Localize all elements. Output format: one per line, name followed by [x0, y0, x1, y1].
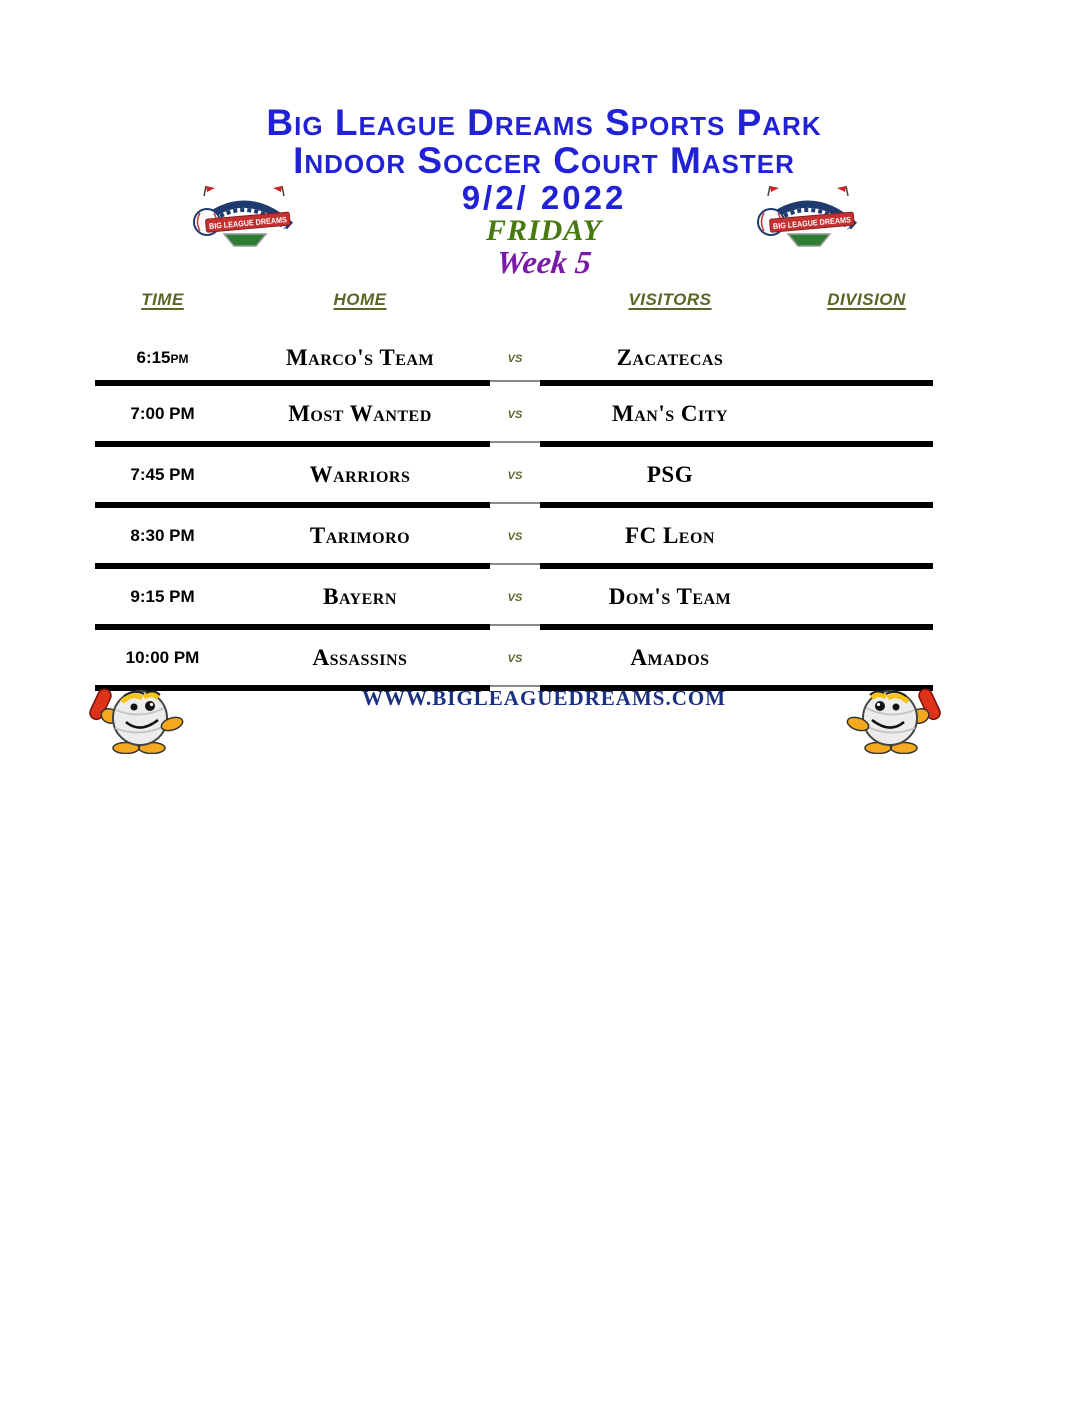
division-cell	[800, 569, 933, 630]
table-header-row	[95, 290, 933, 336]
visitor-team: PSG	[540, 447, 800, 508]
division-cell	[800, 336, 933, 386]
visitor-team: Amados	[540, 630, 800, 691]
division-cell	[800, 386, 933, 447]
table-row	[95, 386, 933, 447]
column-header-time: TIME	[141, 290, 184, 309]
game-time: 10:00 PM	[95, 630, 230, 691]
logo-banner-text: BIG LEAGUE DREAMS	[772, 214, 860, 232]
big-league-dreams-logo-right	[756, 182, 860, 250]
game-time: 6:15pm	[95, 336, 230, 386]
vs-label: vs	[490, 386, 540, 443]
table-row	[95, 336, 933, 386]
game-time: 9:15 PM	[95, 569, 230, 630]
schedule-date: 9/2/ 2022	[461, 179, 627, 216]
table-row	[95, 447, 933, 508]
website-link: WWW.BIGLEAGUEDREAMS.COM	[361, 686, 727, 710]
visitor-team: FC Leon	[540, 508, 800, 569]
home-team: Bayern	[230, 569, 490, 630]
schedule-day: FRIDAY	[485, 214, 603, 247]
column-header-division: DIVISION	[827, 290, 906, 309]
page-subtitle: Indoor Soccer Court Master	[293, 140, 795, 181]
home-team: Warriors	[230, 447, 490, 508]
visitor-team: Dom's Team	[540, 569, 800, 630]
home-team: Tarimoro	[230, 508, 490, 569]
schedule-week: Week 5	[494, 244, 594, 280]
table-row	[95, 508, 933, 569]
home-team: Marco's Team	[230, 336, 490, 386]
vs-label: vs	[490, 569, 540, 626]
game-time: 8:30 PM	[95, 508, 230, 569]
vs-label: vs	[490, 508, 540, 565]
column-header-home: HOME	[333, 290, 387, 309]
logo-banner-text: BIG LEAGUE DREAMS	[208, 214, 296, 232]
header	[0, 104, 1088, 278]
vs-label: vs	[490, 336, 540, 382]
home-team: Most Wanted	[230, 386, 490, 447]
vs-label: vs	[490, 447, 540, 504]
division-cell	[800, 447, 933, 508]
visitor-team: Zacatecas	[540, 336, 800, 386]
column-header-vs-spacer	[490, 290, 540, 336]
table-row	[95, 569, 933, 630]
big-league-dreams-logo-left	[192, 182, 296, 250]
column-header-visitors: VISITORS	[628, 290, 712, 309]
game-time: 7:00 PM	[95, 386, 230, 447]
mascot-ball-phone-right	[842, 680, 942, 754]
home-team: Assassins	[230, 630, 490, 691]
mascot-ball-phone-left	[88, 680, 188, 754]
table-row	[95, 630, 933, 691]
game-time: 7:45 PM	[95, 447, 230, 508]
schedule-table	[95, 290, 933, 691]
visitor-team: Man's City	[540, 386, 800, 447]
division-cell	[800, 508, 933, 569]
vs-label: vs	[490, 630, 540, 687]
page-title: Big League Dreams Sports Park	[266, 102, 822, 143]
